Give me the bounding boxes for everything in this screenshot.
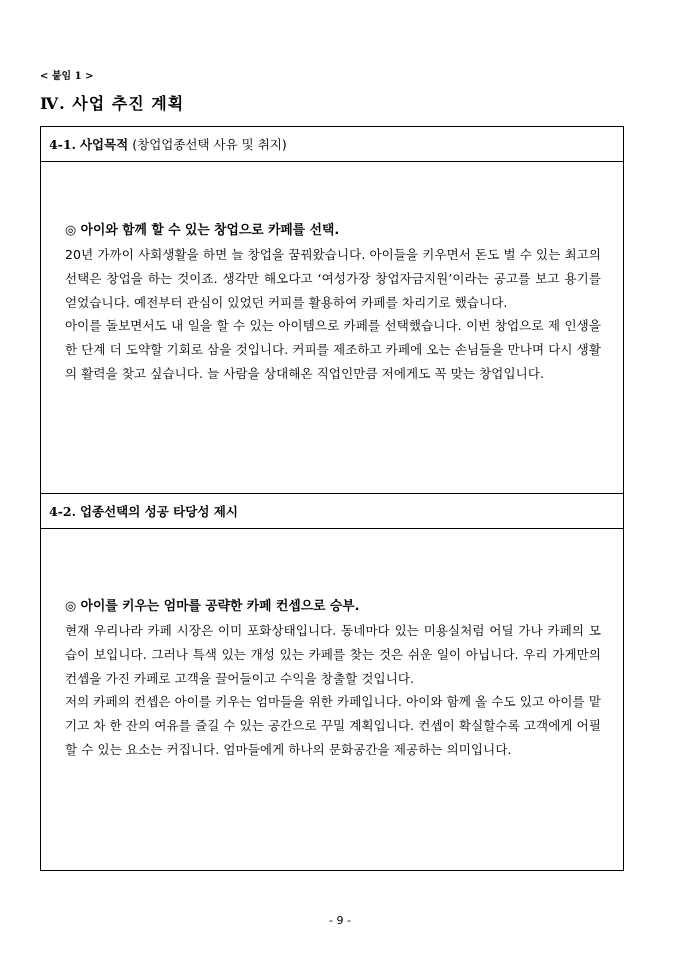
section-4-1 [40,126,624,494]
section-4-2-paragraph-2: 저의 카페의 컨셉은 아이를 키우는 엄마들을 위한 카페입니다. 아이와 함께 올 수도 있고 아이를 맡기고 차 한 잔의 여유를 즐길 수 있는 공간으로 꾸밀 계획입니다. 컨셉이 확실할수록 고객에게 어필할 수 있는 요소는 커집니다. 엄마들에게 하나의 문화공간을 제공하는 의미입니다. [65,694,601,757]
section-4-1-paragraph-2: 아이를 돌보면서도 내 일을 할 수 있는 아이템으로 카페를 선택했습니다. 이번 창업으로 제 인생을 한 단계 더 도약할 기회로 삼을 것입니다. 커피를 제조하고 카페에 오는 손님들을 만나며 다시 생활의 활력을 찾고 싶습니다. 늘 사람을 상대해온 직업인만큼 저에게도 꼭 맞는 창업입니다. [65,318,601,381]
section-4-1-heading-text: 아이와 함께 할 수 있는 창업으로 카페를 선택. [80,223,340,238]
section-4-2 [40,494,624,871]
section-4-2-heading [65,595,601,619]
section-4-1-header [41,127,623,162]
section-4-2-content [41,529,623,762]
chapter-title: Ⅳ. 사업 추진 계획 [40,94,185,113]
section-4-2-number: 4-2. [49,503,76,519]
section-4-1-number: 4-1. [49,136,76,152]
section-4-1-heading [65,219,601,243]
section-4-2-title: 업종선택의 성공 타당성 제시 [79,504,238,519]
section-4-1-subtitle: (창업업종선택 사유 및 취지) [132,137,287,152]
section-4-1-title: 사업목적 [79,137,129,152]
section-4-2-header [41,494,623,529]
section-4-1-paragraph-1: 20년 가까이 사회생활을 하면 늘 창업을 꿈꿔왔습니다. 아이들을 키우면서 돈도 벌 수 있는 최고의 선택은 창업을 하는 것이죠. 생각만 해오다고 ‘여성가장 창업자금지원’이라는 공고를 보고 용기를 얻었습니다. 예전부터 관심이 있었던 커피를 활용하여 카페를 차리기로 했습니다. [65,247,601,310]
annex-label: < 붙임 1 > [40,71,94,82]
page-number: - 9 - [329,914,351,927]
section-4-1-content [41,162,623,386]
section-4-2-paragraph-1: 현재 우리나라 카페 시장은 이미 포화상태입니다. 동네마다 있는 미용실처럼 어딜 가나 카페의 모습이 보입니다. 그러나 특색 있는 개성 있는 카페를 찾는 것은 쉬운 일이 아닙니다. 우리 가게만의 컨셉을 가진 카페로 고객을 끌어들이고 수익을 창출할 것입니다. [65,623,601,686]
double-circle-bullet-icon: ◎ [65,223,77,238]
section-4-2-heading-text: 아이를 키우는 엄마를 공략한 카페 컨셉으로 승부. [80,599,360,614]
double-circle-bullet-icon: ◎ [65,599,77,614]
